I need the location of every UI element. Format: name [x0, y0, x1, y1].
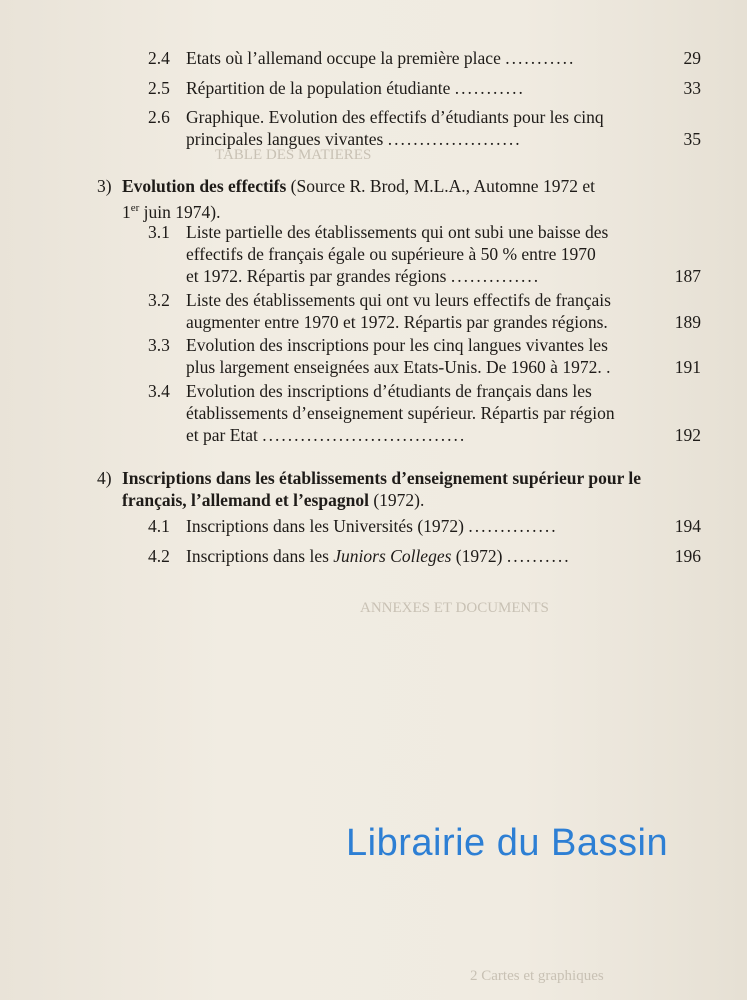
entry-title-line-1: Liste des établissements qui ont vu leurs effectifs de français — [186, 290, 611, 310]
page-number: 189 — [674, 312, 701, 332]
entry-title-line-1: Evolution des inscriptions d’étudiants de français dans les — [186, 381, 592, 401]
page-number: 191 — [674, 357, 701, 377]
dot-leader: .......... — [506, 546, 571, 566]
entry-title-line-2: établissements d’enseignement supérieur. Répartis par région — [186, 403, 615, 423]
entry-title-line-2: plus largement enseignées aux Etats-Unis. De 1960 à 1972. . — [186, 357, 611, 377]
dot-leader: .............. — [450, 266, 541, 286]
ordinal-superscript: er — [130, 202, 140, 214]
section-number: 4) — [97, 468, 112, 488]
entry-number: 3.2 — [148, 290, 170, 310]
entry-number: 3.1 — [148, 222, 170, 242]
entry-title: Répartition de la population étudiante — [186, 78, 451, 98]
entry-number: 4.2 — [148, 546, 170, 566]
entry-title-line-1: Graphique. Evolution des effectifs d’étudiants pour les cinq — [186, 107, 604, 127]
section-number: 3) — [97, 176, 112, 196]
page-number: 192 — [674, 425, 701, 445]
watermark: Librairie du Bassin — [346, 822, 669, 864]
dot-leader: ........... — [454, 78, 525, 98]
entry-number: 2.5 — [148, 78, 170, 98]
section-year: (1972). — [373, 490, 425, 510]
section-title-line-2: français, l’allemand et l’espagnol — [122, 490, 369, 510]
entry-title-line-2: principales langues vivantes — [186, 129, 384, 149]
entry-title-line-3: et par Etat — [186, 425, 258, 445]
entry-number: 3.3 — [148, 335, 170, 355]
page-number: 194 — [674, 516, 701, 536]
page-number: 33 — [683, 78, 701, 98]
entry-title-line-2: effectifs de français égale ou supérieure à 50 % entre 1970 — [186, 244, 596, 264]
section-title-line-1: Inscriptions dans les établissements d’enseignement supérieur pour le — [122, 468, 642, 488]
entry-number: 4.1 — [148, 516, 170, 536]
entry-number: 2.6 — [148, 107, 170, 127]
entry-title-year: (1972) — [455, 546, 503, 566]
page-number: 35 — [683, 129, 701, 149]
entry-title: Inscriptions dans les — [186, 546, 329, 566]
page-number: 29 — [683, 48, 701, 68]
entry-title-line-3: et 1972. Répartis par grandes régions — [186, 266, 447, 286]
entry-number: 2.4 — [148, 48, 170, 68]
dot-leader: .............. — [468, 516, 558, 536]
dot-leader: ..................... — [387, 129, 522, 149]
entry-title: Etats où l’allemand occupe la première place — [186, 48, 501, 68]
section-title: Evolution des effectifs — [122, 176, 287, 196]
dot-leader: ........... — [505, 48, 576, 68]
entry-title-line-1: Evolution des inscriptions pour les cinq langues vivantes les — [186, 335, 608, 355]
entry-title: Inscriptions dans les Universités (1972) — [186, 516, 465, 536]
book-page: TABLE DES MATIERES ANNEXES ET DOCUMENTS 2 Cartes et graphiques 2.4 Etats où l’allemand occupe la première place ........... 29 2.5 Répartition de la population étudiante ........... 33 2.6 Graphique. Evolution des effectifs d’étudiants pour les cinq principales langues vivantes ..................... 35 3) Evolution des effectifs (Source R. Brod, M.L.A., Automne 1972 et 1er juin 1974). 3.1 Liste partielle des établissements qui ont subi une baisse des effectifs de français égale ou supérieure à 50 % entre 1970 et 1972. Répartis par grandes régions .............. 187 3.2 Liste des établissements qui ont vu leurs effectifs de français augmenter entre 1970 et 1972. Répartis par grandes régions. 189 3.3 Evolution des inscriptions pour les cinq langues vivantes les plus largement enseignées aux Etats-Unis. De 1960 à 1972. . 191 3.4 Evolution des inscriptions d’étudiants de français dans les établissements d’enseignement supérieur. Répartis par région et par Etat ................................ 192 4) Inscriptions dans les établissements d’enseignement supérieur pour le français, l’allemand et l’espagnol (1972). 4.1 Inscriptions dans les Universités (1972) .............. 194 4.2 Inscriptions dans les Juniors Colleges (1972) .......... 196 Librairie du Bassin — [0, 0, 747, 1000]
entry-title-italic: Juniors Colleges — [333, 546, 452, 566]
section-source: (Source R. Brod, M.L.A., Automne 1972 et — [290, 176, 595, 196]
section-date-rest: juin 1974). — [143, 201, 221, 222]
entry-number: 3.4 — [148, 381, 170, 401]
entry-title-line-1: Liste partielle des établissements qui ont subi une baisse des — [186, 222, 609, 242]
section-date-day: 1 — [122, 201, 131, 222]
dot-leader: ................................ — [262, 425, 467, 445]
page-number: 187 — [674, 266, 701, 286]
entry-title-line-2: augmenter entre 1970 et 1972. Répartis par grandes régions. — [186, 312, 608, 332]
page-number: 196 — [674, 546, 701, 566]
